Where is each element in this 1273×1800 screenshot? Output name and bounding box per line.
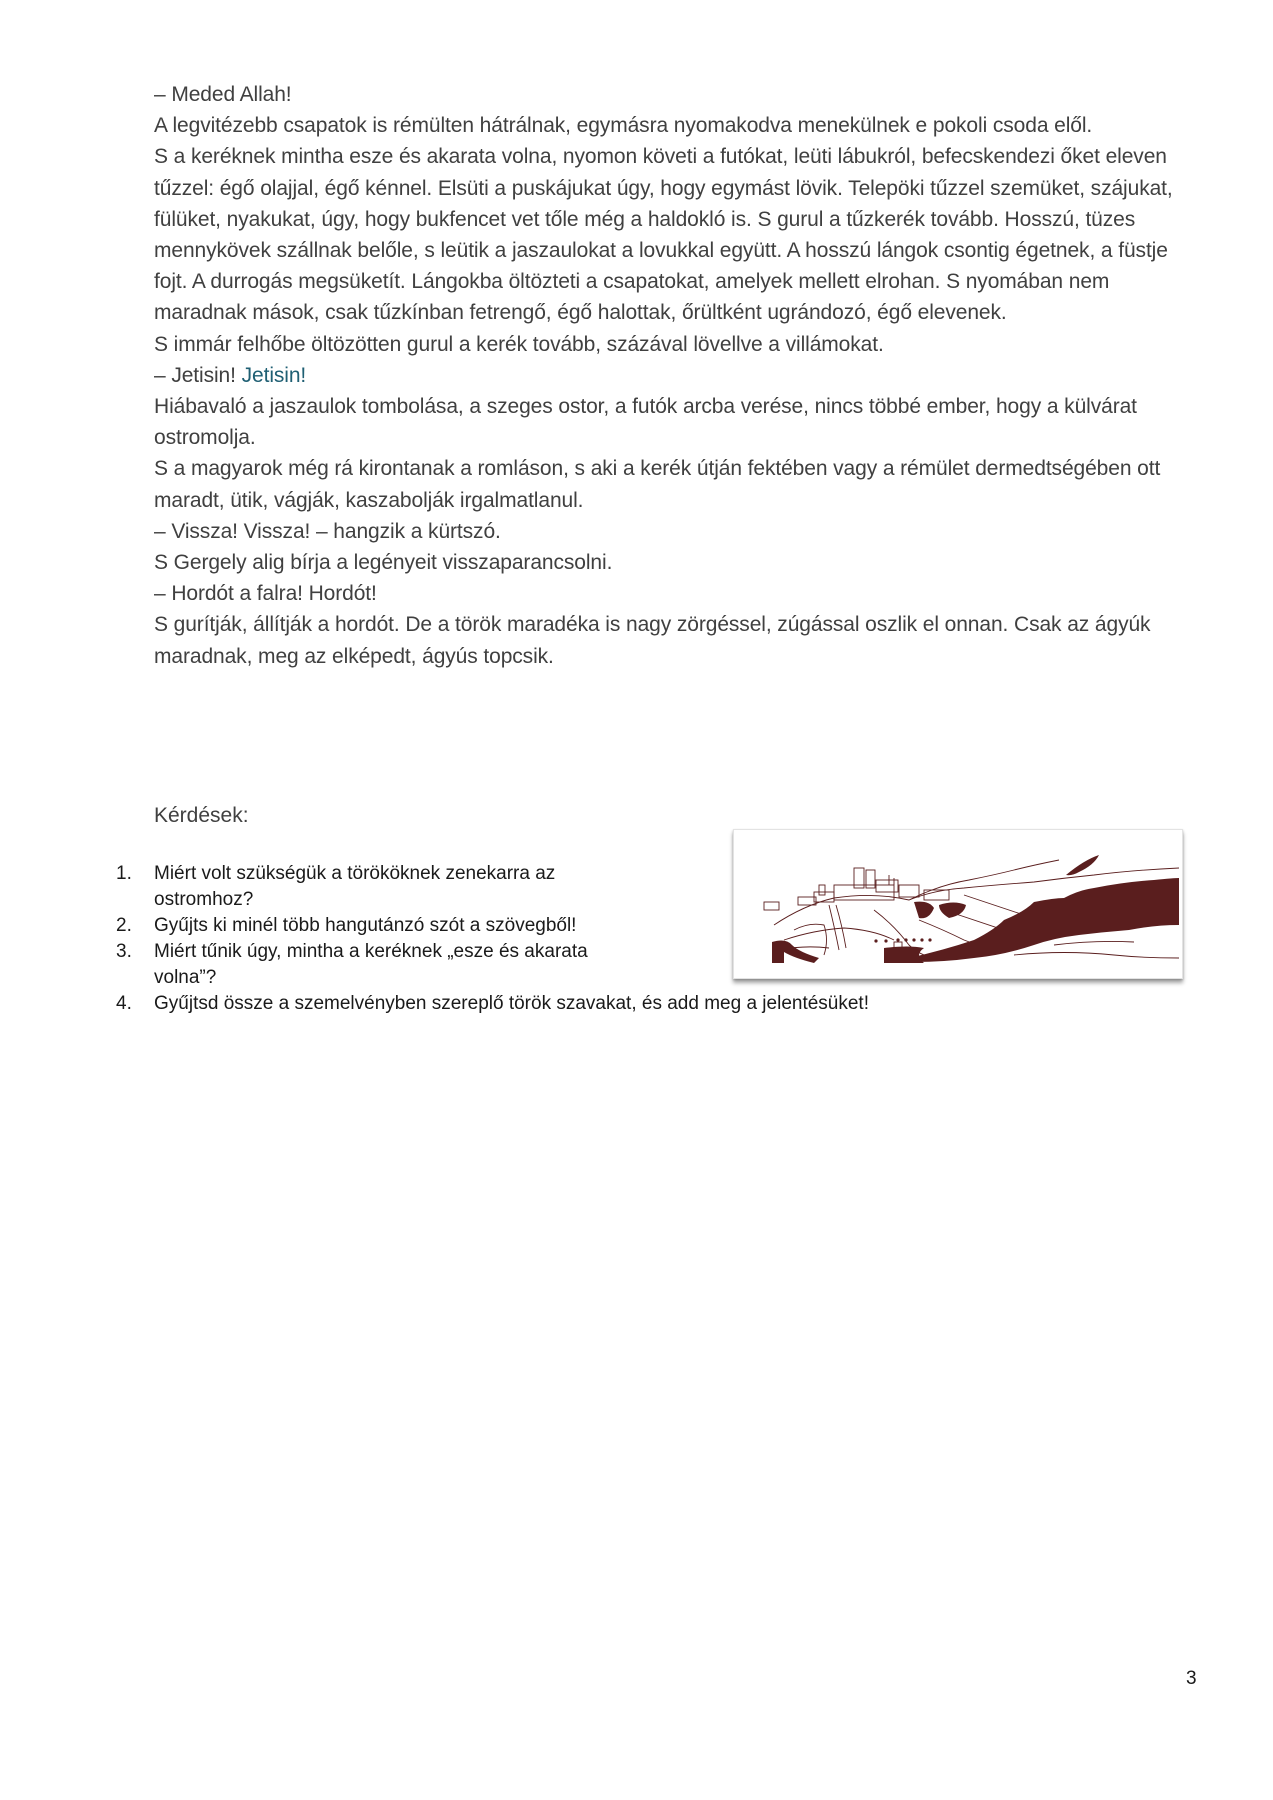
question-number: 4. (116, 993, 132, 1014)
paragraph: S gurítják, állítják a hordót. De a török maradéka is nagy zörgéssel, zúgással oszlik el onnan. Csak az ágyúk maradnak, meg az elképedt, ágyús topcsik. (154, 613, 1151, 668)
question-text: Miért volt szükségük a törököknek zenekarra az ostromhoz? (154, 863, 556, 910)
paragraph: S a keréknek mintha esze és akarata volna, nyomon követi a futókat, leüti lábukról, befecskendezi őket eleven tűzzel: égő olajjal, égő kénnel. Elsüti a puskájukat úgy, hogy egymást lövik. Telepöki tűzzel szemüket, szájukat, fülüket, nyakukat, úgy, hogy bukfencet vet tőle még a haldokló is. S gurul a tűzkerék tovább. Hosszú, tüzes mennykövek szállnak belőle, s leütik a jaszaulokat a lovukkal együtt. A hosszú lángok csontig égetnek, a füstje fojt. A durrogás megsüketít. Lángokba öltözteti a csapatokat, amelyek mellett elrohan. S nyomában nem maradnak mások, csak tűzkínban fetrengő, égő halottak, őrültként ugrándozó, égő elevenek. (154, 145, 1173, 325)
question-item (100, 991, 1050, 1017)
exclamation-accent-text: Jetisin! (241, 363, 307, 387)
question-number: 2. (116, 915, 132, 936)
question-number: 3. (116, 941, 132, 962)
paragraph: – Meded Allah! (154, 83, 292, 106)
exclamation-text: – Jetisin! (154, 363, 242, 387)
paragraph: – Hordót a falra! Hordót! (154, 582, 377, 606)
paragraph: – Vissza! Vissza! – hangzik a kürtszó. (154, 519, 501, 543)
paragraph: Hiábavaló a jaszaulok tombolása, a szeges ostor, a futók arcba verése, nincs többé ember, hogy a külvárat ostromolja. (154, 395, 1137, 450)
paragraph: S Gergely alig bírja a legényeit visszaparancsolni. (154, 551, 613, 575)
paragraph: A legvitézebb csapatok is rémülten hátrálnak, egymásra nyomakodva menekülnek e pokoli csoda elől. (154, 114, 1093, 138)
question-item (100, 861, 644, 913)
page-number: 3 (1186, 1668, 1197, 1689)
question-number: 1. (116, 863, 132, 884)
castle-landscape-icon (734, 830, 1182, 978)
question-text: Gyűjts ki minél több hangutánzó szót a szövegből! (154, 915, 577, 936)
paragraph: S a magyarok még rá kirontanak a romláson, s aki a kerék útján fektében vagy a rémület dermedtségében ott maradt, ütik, vágják, kaszabolják irgalmatlanul. (154, 457, 1161, 512)
question-text: Miért tűnik úgy, mintha a keréknek „esze és akarata volna”? (154, 941, 588, 988)
question-item (100, 939, 644, 991)
question-text: Gyűjtsd össze a szemelvényben szereplő török szavakat, és add meg a jelentésüket! (154, 993, 869, 1014)
paragraph: S immár felhőbe öltözötten gurul a kerék tovább, százával lövellve a villámokat. (154, 332, 884, 356)
questions-heading: Kérdések: (154, 804, 249, 827)
castle-illustration (733, 829, 1183, 979)
story-text (154, 79, 1204, 672)
paragraph (154, 360, 1204, 391)
